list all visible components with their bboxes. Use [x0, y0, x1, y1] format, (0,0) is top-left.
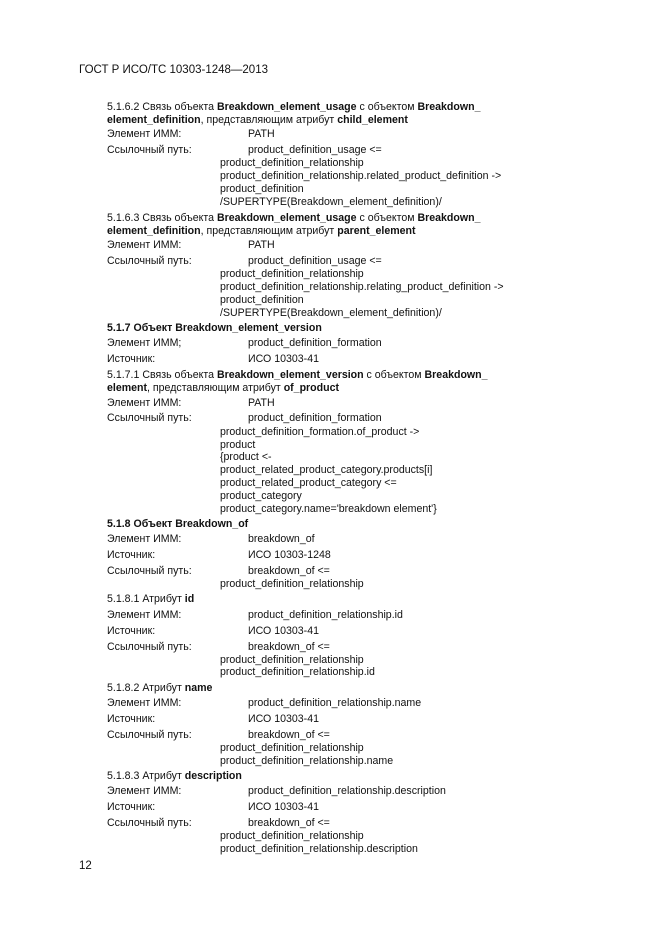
path-line: product_definition_relationship — [220, 654, 364, 666]
label: Источник: — [107, 801, 156, 813]
document-header: ГОСТ Р ИСО/ТС 10303-1248—2013 — [79, 64, 268, 76]
label: Элемент ИММ: — [107, 533, 182, 545]
title-bold: Breakdown_ — [424, 369, 488, 381]
title-bold: id — [184, 593, 195, 605]
path-line: product_definition_relationship — [220, 268, 364, 280]
path-line: breakdown_of <= — [248, 565, 330, 577]
path-line: product_category — [220, 490, 302, 502]
path-line: product_definition_relationship — [220, 157, 364, 169]
section-title-cont — [107, 382, 339, 394]
path-line: product_definition_relationship — [220, 830, 364, 842]
section-title — [107, 770, 242, 782]
section-title — [107, 593, 194, 605]
label: Ссылочный путь: — [107, 255, 192, 267]
path-line: product_definition — [220, 183, 304, 195]
title-text: 5.1.7.1 Связь объекта — [107, 369, 217, 381]
path-line: product_definition_usage <= — [248, 144, 382, 156]
title-bold: description — [184, 770, 242, 782]
title-text: , представляющим атрибут — [200, 225, 338, 237]
value: product_definition_relationship.id — [248, 609, 403, 621]
path-line: product_definition_usage <= — [248, 255, 382, 267]
path-line: product_related_product_category <= — [220, 477, 397, 489]
title-bold: Breakdown_ — [417, 212, 481, 224]
label: Источник: — [107, 625, 156, 637]
label: Элемент ИММ: — [107, 128, 182, 140]
path-line: product_definition_relationship.name — [220, 755, 394, 767]
title-bold: name — [184, 682, 213, 694]
value: breakdown_of — [248, 533, 315, 545]
label: Элемент ИММ: — [107, 239, 182, 251]
path-line: breakdown_of <= — [248, 817, 330, 829]
title-text: 5.1.8.1 Атрибут — [107, 593, 185, 605]
path-line: breakdown_of <= — [248, 729, 330, 741]
path-line: product_definition_relationship.description — [220, 843, 418, 855]
path-line: {product <- — [220, 451, 272, 463]
label: Ссылочный путь: — [107, 641, 192, 653]
value: product_definition_relationship.description — [248, 785, 446, 797]
label: Источник: — [107, 549, 156, 561]
title-text: 5.1.6.2 Связь объекта — [107, 101, 217, 113]
title-text: 5.1.8.3 Атрибут — [107, 770, 185, 782]
title-bold: Breakdown_element_usage — [217, 212, 357, 224]
title-text: с объектом — [363, 369, 425, 381]
value: ИСО 10303-41 — [248, 353, 319, 365]
section-title — [107, 212, 480, 224]
title-text: 5.1.6.3 Связь объекта — [107, 212, 217, 224]
value: PATH — [248, 239, 275, 251]
label: Ссылочный путь: — [107, 817, 192, 829]
value: ИСО 10303-41 — [248, 801, 319, 813]
path-line: product_definition_relationship.relating_product_definition -> — [220, 281, 504, 293]
section-title — [107, 369, 488, 381]
label: Ссылочный путь: — [107, 144, 192, 156]
section-title — [107, 101, 480, 113]
value: PATH — [248, 397, 275, 409]
title-bold: Breakdown_element_version — [217, 369, 364, 381]
title-bold: of_product — [283, 382, 340, 394]
section-heading: 5.1.8 Объект Breakdown_of — [107, 518, 249, 530]
section-title-cont — [107, 225, 416, 237]
path-line: product_definition_relationship — [220, 742, 364, 754]
label: Источник: — [107, 353, 156, 365]
label: Ссылочный путь: — [107, 729, 192, 741]
path-line: product_category.name='breakdown element'} — [220, 503, 437, 515]
title-bold: element_definition — [107, 114, 201, 126]
value: ИСО 10303-41 — [248, 713, 319, 725]
page-number: 12 — [79, 860, 92, 872]
title-text: 5.1.8.2 Атрибут — [107, 682, 185, 694]
title-bold: child_element — [337, 114, 408, 126]
title-text: с объектом — [356, 212, 418, 224]
value: product_definition_formation — [248, 337, 382, 349]
label: Элемент ИММ: — [107, 609, 182, 621]
title-text: с объектом — [356, 101, 418, 113]
title-bold: element — [107, 382, 148, 394]
label: Источник: — [107, 713, 156, 725]
label: Ссылочный путь: — [107, 565, 192, 577]
value: PATH — [248, 128, 275, 140]
title-text: , представляющим атрибут — [200, 114, 338, 126]
title-bold: parent_element — [337, 225, 416, 237]
label: Элемент ИММ: — [107, 397, 182, 409]
path-line: product_related_product_category.products[i] — [220, 464, 433, 476]
value: ИСО 10303-1248 — [248, 549, 331, 561]
path-line: breakdown_of <= — [248, 641, 330, 653]
path-line: /SUPERTYPE(Breakdown_element_definition)/ — [220, 307, 442, 319]
label: Элемент ИММ: — [107, 785, 182, 797]
value: product_definition_relationship.name — [248, 697, 422, 709]
label: Элемент ИММ: — [107, 697, 182, 709]
path-line: product_definition_relationship — [220, 578, 364, 590]
value: ИСО 10303-41 — [248, 625, 319, 637]
path-line: product_definition_relationship.id — [220, 666, 375, 678]
title-bold: Breakdown_element_usage — [217, 101, 357, 113]
title-text: , представляющим атрибут — [147, 382, 284, 394]
title-bold: Breakdown_ — [417, 101, 481, 113]
path-line: product_definition_formation — [248, 412, 382, 424]
path-line: product — [220, 439, 256, 451]
section-title — [107, 682, 212, 694]
path-line: product_definition_formation.of_product -> — [220, 426, 420, 438]
label: Элемент ИММ; — [107, 337, 182, 349]
path-line: product_definition_relationship.related_product_definition -> — [220, 170, 502, 182]
label: Ссылочный путь: — [107, 412, 192, 424]
section-title-cont — [107, 114, 408, 126]
title-bold: element_definition — [107, 225, 201, 237]
path-line: /SUPERTYPE(Breakdown_element_definition)/ — [220, 196, 442, 208]
path-line: product_definition — [220, 294, 304, 306]
section-heading: 5.1.7 Объект Breakdown_element_version — [107, 322, 322, 334]
